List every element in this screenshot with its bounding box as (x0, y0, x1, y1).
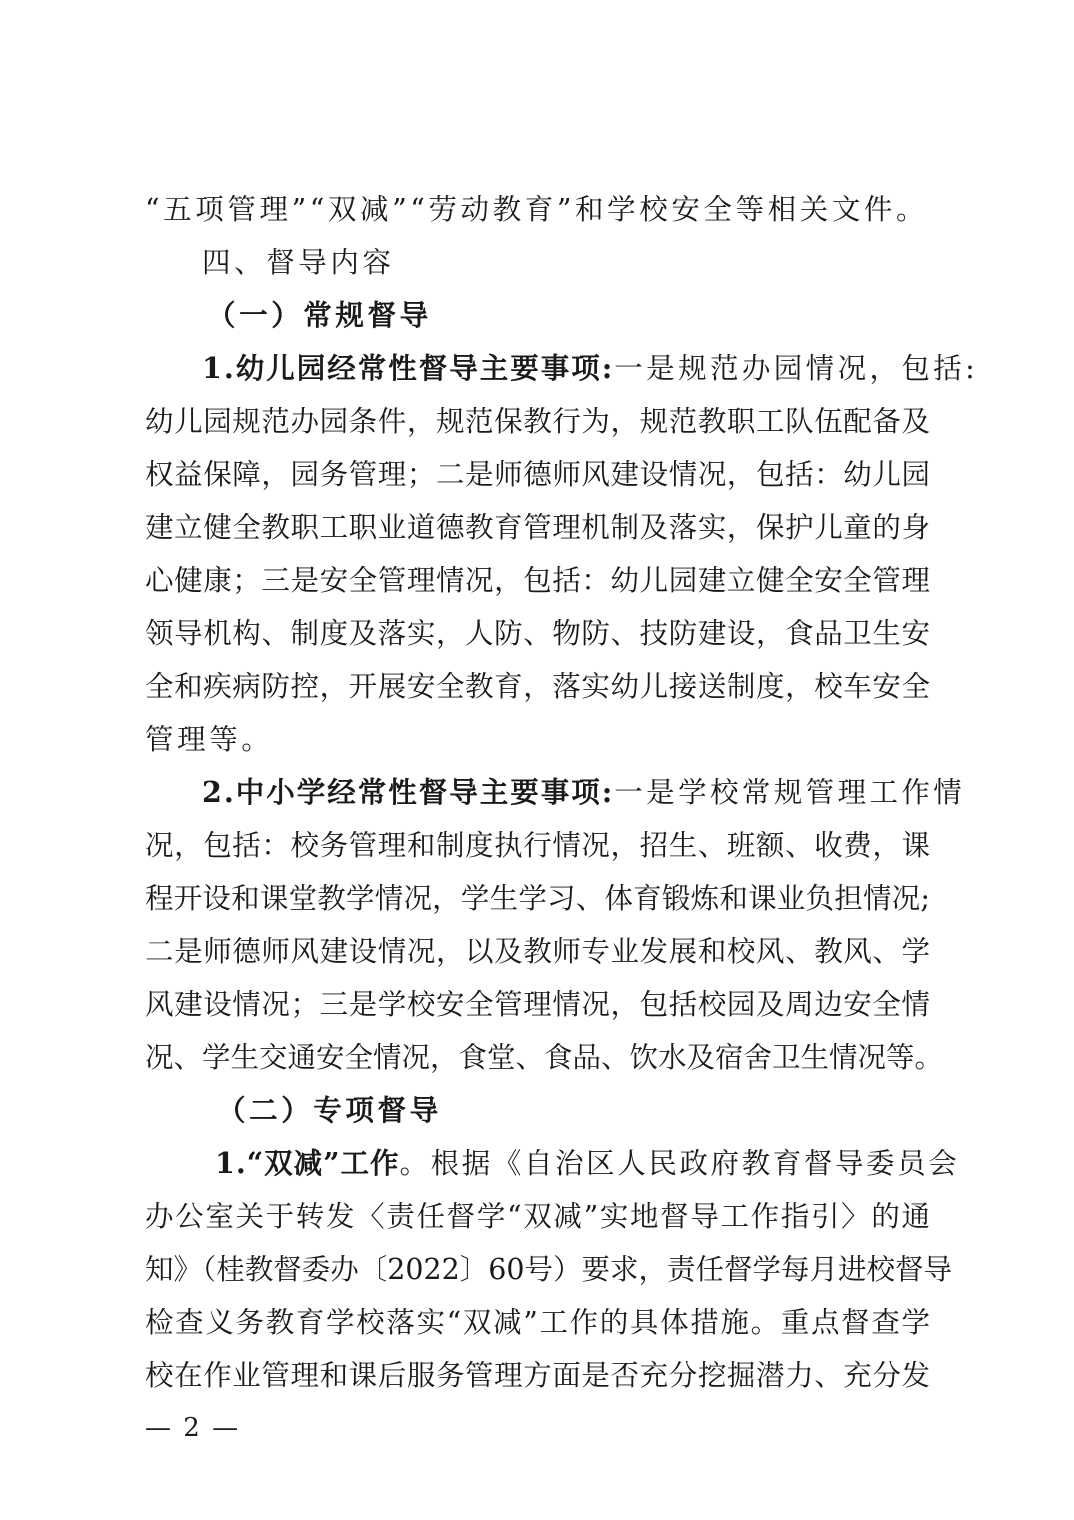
paragraph-line: “五项管理”“双减”“劳动教育”和学校安全等相关文件。 (145, 193, 929, 226)
paragraph-line: 建立健全教职工职业道德教育管理机制及落实，保护儿童的身 (145, 511, 930, 544)
paragraph-line: 程开设和课堂教学情况，学生学习、体育锻炼和课业负担情况; (145, 882, 930, 915)
document-body (145, 183, 979, 1402)
paragraph-line: 全和疾病防控，开展安全教育，落实幼儿接送制度，校车安全 (145, 670, 930, 703)
paragraph-line: 风建设情况；三是学校安全管理情况，包括校园及周边安全情 (145, 988, 930, 1021)
section-heading: 四、督导内容 (202, 246, 395, 279)
paragraph-line (145, 766, 966, 819)
paragraph-line: 检查义务教育学校落实“双减”工作的具体措施。重点督查学 (145, 1306, 930, 1339)
item-heading: 1.幼儿园经常性督导主要事项: (202, 351, 615, 385)
paragraph-text: 一是规范办园情况，包括: (614, 352, 979, 385)
paragraph-text: 一是学校常规管理工作情 (614, 776, 966, 809)
subsection-heading: （二）专项督导 (217, 1093, 442, 1127)
paragraph-line: 二是师德师风建设情况，以及教师专业发展和校风、教风、学 (145, 935, 930, 968)
paragraph-line: 知》（桂教督委办〔2022〕60号）要求，责任督学每月进校督导 (145, 1253, 953, 1286)
paragraph-line: 办公室关于转发〈责任督学“双减”实地督导工作指引〉的通 (145, 1200, 930, 1233)
paragraph-line: 心健康；三是安全管理情况，包括：幼儿园建立健全安全管理 (145, 564, 930, 597)
subsection-heading: （一）常规督导 (207, 298, 432, 332)
page-number: — 2 — (145, 1413, 241, 1443)
paragraph-line: 管理等。 (145, 723, 274, 756)
paragraph-line: 校在作业管理和课后服务管理方面是否充分挖掘潜力、充分发 (145, 1359, 930, 1392)
paragraph-line: 况、学生交通安全情况，食堂、食品、饮水及宿舍卫生情况等。 (145, 1041, 944, 1074)
paragraph-line (145, 1137, 960, 1190)
paragraph-line: 领导机构、制度及落实，人防、物防、技防建设，食品卫生安 (145, 617, 930, 650)
item-heading: 2.中小学经常性督导主要事项: (202, 775, 615, 809)
paragraph-line: 幼儿园规范办园条件，规范保教行为，规范教职工队伍配备及 (145, 405, 930, 438)
paragraph-line: 权益保障，园务管理；二是师德师风建设情况，包括：幼儿园 (145, 458, 930, 491)
paragraph-line: 况，包括：校务管理和制度执行情况，招生、班额、收费，课 (145, 829, 930, 862)
item-heading: 1.“双减”工作 (215, 1146, 400, 1180)
paragraph-line (145, 342, 979, 395)
paragraph-text: 。根据《自治区人民政府教育督导委员会 (399, 1147, 960, 1180)
